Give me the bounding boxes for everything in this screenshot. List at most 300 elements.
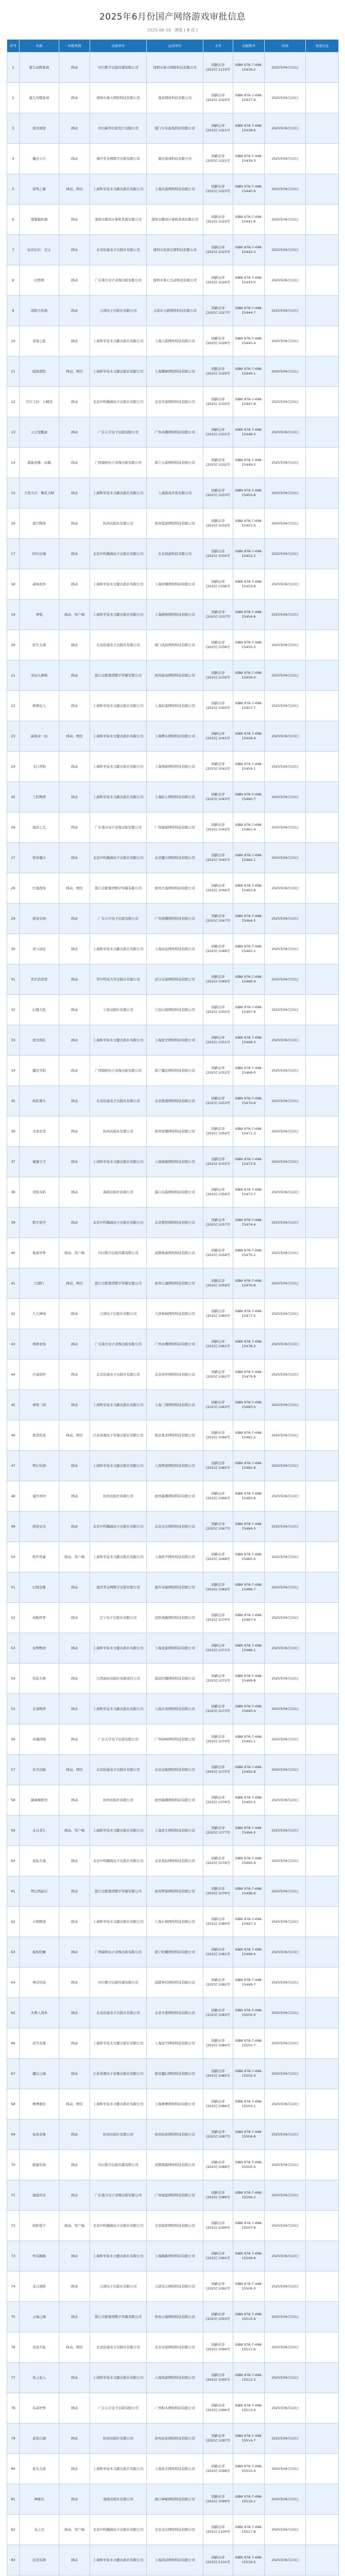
cell-approval: 国新出审 [2025] 1034号	[203, 509, 233, 539]
cell-no: 44	[7, 1360, 20, 1390]
table-row	[7, 721, 339, 752]
cell-no: 20	[7, 630, 20, 660]
cell-no: 31	[7, 964, 20, 995]
cell-approval: 国新出审 [2025] 1027号	[203, 296, 233, 326]
cell-date: 2025年06月23日	[265, 417, 306, 448]
cell-approval: 国新出审 [2025] 1022号	[203, 144, 233, 174]
cell-change	[306, 1177, 339, 1208]
cell-no: 17	[7, 539, 20, 569]
cell-isbn: ISBN 978-7-498-15439-3	[233, 144, 265, 174]
cell-date: 2025年06月23日	[265, 2180, 306, 2211]
cell-isbn: ISBN 978-7-498-15490-4	[233, 1694, 265, 1724]
cell-publisher: 北京中科瀚海电子出版社有限公司	[90, 2211, 147, 2241]
cell-name: 神话传说	[20, 1968, 59, 1998]
cell-no: 22	[7, 691, 20, 721]
table-row	[7, 1968, 339, 1998]
table-row	[7, 1724, 339, 1755]
cell-change	[306, 660, 339, 691]
cell-no: 4	[7, 144, 20, 174]
cell-no: 13	[7, 417, 20, 448]
cell-name: 海盗传奇	[20, 2180, 59, 2211]
cell-change	[306, 2393, 339, 2424]
cell-isbn: ISBN 978-7-498-15491-1	[233, 1724, 265, 1755]
table-row	[7, 1998, 339, 2028]
cell-approval: 国新出审 [2025] 1049号	[203, 964, 233, 995]
cell-no: 18	[7, 569, 20, 600]
table-row	[7, 1025, 339, 1056]
cell-change	[306, 1907, 339, 1937]
cell-operator: 北京星际网络科技有限公司	[147, 1846, 203, 1876]
cell-name: 工匠物语	[20, 782, 59, 812]
cell-operator: 上海翔游网络科技有限公司	[147, 752, 203, 782]
cell-operator: 上海宠游网络科技有限公司	[147, 1633, 203, 1664]
cell-no: 59	[7, 1816, 20, 1846]
table-row	[7, 1907, 339, 1937]
cell-approval: 国新出审 [2025] 1020号	[203, 83, 233, 113]
cell-operator: 深圳市海天网络科技有限公司	[147, 53, 203, 83]
cell-isbn: ISBN 978-7-498-15487-4	[233, 1603, 265, 1633]
cell-isbn: ISBN 978-7-498-15464-5	[233, 904, 265, 934]
cell-operator: 天津神域网络科技有限公司	[147, 1299, 203, 1329]
cell-name: 重生吞噬星球	[20, 83, 59, 113]
cell-operator: 杭州梦游网络科技有限公司	[147, 1876, 203, 1907]
cell-operator	[147, 2575, 203, 2576]
table-row	[7, 1177, 339, 1208]
cell-date: 2025年06月23日	[265, 1177, 306, 1208]
cell-no: 68	[7, 2089, 20, 2120]
cell-operator: 上海星空网络科技有限公司	[147, 1025, 203, 1056]
cell-date: 2025年06月23日	[265, 113, 306, 144]
cell-no: 30	[7, 934, 20, 964]
cell-no: 28	[7, 873, 20, 904]
table-row	[7, 265, 339, 296]
cell-operator: 南昌钓趣网络科技有限公司	[147, 1664, 203, 1694]
cell-category: 移动	[59, 1572, 90, 1603]
cell-no: 50	[7, 1542, 20, 1572]
cell-category: 移动	[59, 1147, 90, 1177]
cell-approval: 国新出审 [2025] 1042号	[203, 752, 233, 782]
cell-isbn: ISBN 978-7-498-15468-3	[233, 1025, 265, 1056]
cell-publisher: 上海科学技术文献出版社有限公司	[90, 2454, 147, 2484]
cell-change	[306, 630, 339, 660]
cell-operator: 上海火游网络科技有限公司	[147, 174, 203, 205]
cell-publisher: 四川数字出版传媒有限公司	[90, 1238, 147, 1268]
cell-date: 2025年06月23日	[265, 2363, 306, 2393]
cell-approval: 国新出审 [2025] 1029号	[203, 357, 233, 387]
cell-category: 移动	[59, 630, 90, 660]
cell-no: 67	[7, 2059, 20, 2089]
cell-name: 幻想大陆	[20, 995, 59, 1025]
cell-operator: 上海星光网络科技有限公司	[147, 2454, 203, 2484]
cell-name: 雷鸣之翼	[20, 174, 59, 205]
cell-operator: 杭州爱游网络科技有限公司	[147, 509, 203, 539]
cell-name: 钓鱼大师	[20, 1664, 59, 1694]
cell-category: 移动、客户端	[59, 2515, 90, 2545]
cell-isbn: ISBN 978-7-498-15515-4	[233, 2454, 265, 2484]
cell-change	[306, 1542, 339, 1572]
cell-approval: 国新出审 [2025] 1036号	[203, 569, 233, 600]
cell-date: 2025年06月23日	[265, 83, 306, 113]
table-row	[7, 83, 339, 113]
cell-change	[306, 296, 339, 326]
cell-category: 移动	[59, 296, 90, 326]
cell-name: 仙侠奇缘	[20, 2120, 59, 2150]
cell-change	[306, 265, 339, 296]
cell-publisher: 广东南方电子音像出版有限公司	[90, 2180, 147, 2211]
cell-no: 56	[7, 1724, 20, 1755]
cell-isbn: ISBN 978-7-498-15470-6	[233, 1086, 265, 1116]
cell-category: 移动、客户端	[59, 1542, 90, 1572]
cell-operator: 上海机甲网络科技有限公司	[147, 1542, 203, 1572]
cell-approval: 国新出审 [2025] 1074号	[203, 1724, 233, 1755]
cell-approval: 国新出审 [2025] 1041号	[203, 721, 233, 752]
cell-name: 暗夜酒馆	[20, 357, 59, 387]
table-row	[7, 326, 339, 357]
cell-isbn: ISBN 978-7-498-15485-0	[233, 1542, 265, 1572]
cell-publisher: 四川新华出版发行有限公司	[90, 113, 147, 144]
cell-no: 60	[7, 1846, 20, 1876]
table-row	[7, 1147, 339, 1177]
table-row	[7, 1633, 339, 1664]
table-body	[7, 53, 339, 2576]
table-row	[7, 2059, 339, 2089]
cell-date: 2025年06月23日	[265, 478, 306, 509]
cell-date: 2025年06月23日	[265, 357, 306, 387]
table-row	[7, 235, 339, 265]
cell-no: 39	[7, 1208, 20, 1238]
cell-name: 消除大作战	[20, 296, 59, 326]
cell-operator: 南京网络科技有限公司	[147, 83, 203, 113]
cell-date: 2025年06月23日	[265, 1907, 306, 1937]
cell-approval: 国新出审 [2025] 1083号	[203, 1998, 233, 2028]
cell-name: 神秘岛	[20, 2484, 59, 2515]
cell-no: 40	[7, 1238, 20, 1268]
cell-change	[306, 478, 339, 509]
cell-change	[306, 2241, 339, 2272]
table-row	[7, 2089, 339, 2120]
cell-publisher: 上海科学技术文献出版社有限公司	[90, 782, 147, 812]
cell-isbn: ISBN 978-7-498-15444-7	[233, 296, 265, 326]
cell-operator: 天津宝石网络科技有限公司	[147, 2272, 203, 2302]
cell-name: 水果忍者	[20, 1116, 59, 1147]
cell-category: 移动	[59, 2059, 90, 2089]
table-row	[7, 417, 339, 448]
cell-publisher: 上海科学技术文献出版社有限公司	[90, 569, 147, 600]
cell-no: 79	[7, 2424, 20, 2454]
cell-approval: 国新出审 [2025] 1079号	[203, 1876, 233, 1907]
table-row	[7, 539, 339, 569]
cell-no: 42	[7, 1299, 20, 1329]
table-row	[7, 2272, 339, 2302]
cell-no: 73	[7, 2241, 20, 2272]
cell-category: 移动	[59, 782, 90, 812]
cell-name: 迷宫物语	[20, 509, 59, 539]
cell-approval: 国新出审 [2025] 1056号	[203, 1177, 233, 1208]
cell-publisher: 华中科技大学出版社有限公司	[90, 964, 147, 995]
cell-approval: 国新出审 [2025] 1096号	[203, 2393, 233, 2424]
cell-date: 2025年06月23日	[265, 782, 306, 812]
cell-change	[306, 2272, 339, 2302]
cell-name: 风之旅人	[20, 2363, 59, 2393]
cell-date: 2025年06月23日	[265, 1846, 306, 1876]
cell-operator: 沈阳战舰网络科技有限公司	[147, 1603, 203, 1633]
cell-date: 2025年06月23日	[265, 1268, 306, 1299]
cell-approval: 国新出审 [2025] 1058号	[203, 1238, 233, 1268]
cell-date: 2025年06月23日	[265, 1208, 306, 1238]
cell-operator: 上海研磨网络科技有限公司	[147, 600, 203, 630]
cell-name: 乐高世界	[20, 2393, 59, 2424]
cell-name: 梦幻西游记	[20, 1876, 59, 1907]
cell-approval: 国新出审 [2025] 1060号	[203, 1299, 233, 1329]
cell-no: 26	[7, 812, 20, 843]
cell-publisher: 杭州出版社有限公司	[90, 1116, 147, 1147]
cell-category: 移动	[59, 1086, 90, 1116]
cell-no: 74	[7, 2272, 20, 2302]
cell-name: 疯狂赛车	[20, 1086, 59, 1116]
cell-category: 移动	[59, 569, 90, 600]
cell-operator: 南宁陀螺网络科技有限公司	[147, 1937, 203, 1968]
table-row	[7, 2332, 339, 2363]
cell-name: 萌宠宝贝	[20, 1512, 59, 1542]
cell-name: 梦幻乐园	[20, 1451, 59, 1481]
cell-date: 2025年06月23日	[265, 1603, 306, 1633]
cell-change	[306, 964, 339, 995]
cell-isbn: ISBN 978-7-498-15511-6	[233, 2332, 265, 2363]
table-row	[7, 174, 339, 205]
cell-operator: 成都熊猫网络科技有限公司	[147, 2150, 203, 2180]
cell-name: 九天神域	[20, 1299, 59, 1329]
cell-change	[306, 1998, 339, 2028]
cell-approval: 国新出审 [2025] 1063号	[203, 1390, 233, 1420]
cell-operator: 杭州武侠网络科技有限公司	[147, 2424, 203, 2454]
cell-approval: 国新出审 [2025] 1088号	[203, 2150, 233, 2180]
cell-category: 移动	[59, 387, 90, 417]
table-row	[7, 1755, 339, 1785]
cell-no: 66	[7, 2028, 20, 2059]
cell-date: 2025年06月23日	[265, 1512, 306, 1542]
cell-change	[306, 83, 339, 113]
cell-publisher: 上海科学技术文献出版社有限公司	[90, 600, 147, 630]
cell-approval: 国新出审 [2025] 1068号	[203, 1542, 233, 1572]
cell-date: 2025年06月23日	[265, 843, 306, 873]
cell-publisher: 杭州出版社有限公司	[90, 1785, 147, 1816]
cell-operator: 上海冰雪网络科技有限公司	[147, 2028, 203, 2059]
cell-operator: 深圳市佳创互娱科技有限公司	[147, 235, 203, 265]
cell-approval: 国新出审 [2025] 1039号	[203, 660, 233, 691]
cell-date: 2025年06月23日	[265, 235, 306, 265]
cell-date: 2025年06月23日	[265, 2211, 306, 2241]
cell-date: 2025年06月23日	[265, 326, 306, 357]
cell-publisher: 上海科学技术文献出版社有限公司	[90, 1694, 147, 1724]
cell-approval: 国新出审 [2025] 1038号	[203, 630, 233, 660]
cell-no: 65	[7, 1998, 20, 2028]
table-row	[7, 1420, 339, 1451]
cell-date: 2025年06月23日	[265, 600, 306, 630]
cell-change	[306, 1694, 339, 1724]
cell-date: 2025年06月23日	[265, 721, 306, 752]
cell-category: 移动	[59, 1360, 90, 1390]
cell-approval: 国新出审 [2025] 1092号	[203, 2272, 233, 2302]
cell-category: 移动、网页	[59, 721, 90, 752]
cell-publisher: 上海科学技术文献出版社有限公司	[90, 2241, 147, 2272]
cell-name: 数字迷宫	[20, 1208, 59, 1238]
cell-no: 72	[7, 2211, 20, 2241]
cell-isbn: ISBN 978-7-498-15512-3	[233, 2363, 265, 2393]
cell-name: 重生动物星球	[20, 53, 59, 83]
cell-name: 狂牛大战	[20, 630, 59, 660]
cell-publisher: 天津电子出版社有限公司	[90, 2272, 147, 2302]
cell-isbn: ISBN 978-7-498-15471-3	[233, 1116, 265, 1147]
cell-change	[306, 1785, 339, 1816]
cell-category: 移动	[59, 1299, 90, 1329]
article-meta	[0, 27, 345, 33]
table-row	[7, 904, 339, 934]
cell-date: 2025年06月23日	[265, 1329, 306, 1360]
cell-no: 58	[7, 1785, 20, 1816]
cell-approval: 国新出审 [2025] 1055号	[203, 1147, 233, 1177]
table-header-row	[7, 40, 339, 53]
cell-approval: 国新出审 [2025] 1037号	[203, 600, 233, 630]
cell-name: 萌宠乐园	[20, 904, 59, 934]
cell-date: 2025年06月23日	[265, 2454, 306, 2484]
cell-publisher: 杭州出版社有限公司	[90, 2120, 147, 2150]
cell-category: 移动、客户端	[59, 1816, 90, 1846]
cell-name: 超能英雄：玩偶	[20, 448, 59, 478]
cell-no: 83	[7, 2545, 20, 2575]
cell-operator: 杭州江湖网络科技有限公司	[147, 1268, 203, 1299]
cell-name	[20, 2575, 59, 2576]
cell-publisher: 北京中科瀚海电子出版社有限公司	[90, 1512, 147, 1542]
cell-approval: 国新出审 [2025] 1030号	[203, 387, 233, 417]
cell-date: 2025年06月23日	[265, 964, 306, 995]
cell-change	[306, 1208, 339, 1238]
table-row	[7, 600, 339, 630]
cell-category: 移动	[59, 509, 90, 539]
cell-change	[306, 539, 339, 569]
cell-approval: 国新出审 [2025] 1081号	[203, 1937, 233, 1968]
cell-date: 2025年06月23日	[265, 2332, 306, 2363]
cell-name: 魔法小兵	[20, 144, 59, 174]
cell-approval: 国新出审 [2025] 1033号	[203, 478, 233, 509]
cell-operator: 广州海盗网络科技有限公司	[147, 2180, 203, 2211]
table-row	[7, 1603, 339, 1633]
table-row	[7, 934, 339, 964]
cell-approval: 国新出审 [2025] 1094号	[203, 2332, 233, 2363]
cell-operator: 杭州云端网络科技有限公司	[147, 2302, 203, 2332]
cell-category: 移动	[59, 812, 90, 843]
table-row	[7, 1876, 339, 1907]
cell-approval: 国新出审 [2025] 1065号	[203, 1451, 233, 1481]
cell-no: 32	[7, 995, 20, 1025]
cell-date: 2025年06月23日	[265, 144, 306, 174]
cell-change	[306, 1512, 339, 1542]
cell-date: 2025年06月23日	[265, 1116, 306, 1147]
cell-date: 2025年06月23日	[265, 1785, 306, 1816]
cell-operator: 北京宝贝网络科技有限公司	[147, 1512, 203, 1542]
table-row	[7, 1360, 339, 1390]
cell-name: 机甲风暴	[20, 1542, 59, 1572]
cell-change	[306, 782, 339, 812]
column-header-approval: 文号	[203, 40, 233, 53]
cell-change	[306, 1816, 339, 1846]
table-row	[7, 387, 339, 417]
cell-no: 41	[7, 1268, 20, 1299]
cell-isbn: ISBN 978-7-498-15497-3	[233, 1907, 265, 1937]
cell-no: 38	[7, 1177, 20, 1208]
cell-approval: 国新出审 [2025] 1069号	[203, 1572, 233, 1603]
cell-name: 快乐跳跳	[20, 2241, 59, 2272]
cell-date: 2025年06月23日	[265, 2545, 306, 2575]
cell-publisher: 重庆华龙网数字出版有限公司	[90, 1572, 147, 1603]
cell-operator: 广州农趣网络科技有限公司	[147, 1329, 203, 1360]
cell-name: 云端之城	[20, 2302, 59, 2332]
cell-no: 80	[7, 2454, 20, 2484]
cell-publisher: 上海科学技术文献出版社有限公司	[90, 357, 147, 387]
cell-date: 2025年06月23日	[265, 2028, 306, 2059]
cell-operator: 南京魔幻网络科技有限公司	[147, 2059, 203, 2089]
cell-no: 6	[7, 205, 20, 235]
cell-isbn: ISBN 978-7-498-15461-4	[233, 812, 265, 843]
cell-publisher: 上海科学技术文献出版社有限公司	[90, 1390, 147, 1420]
table-row	[7, 2545, 339, 2575]
cell-name: 星际大战	[20, 1846, 59, 1876]
cell-date: 2025年06月23日	[265, 2515, 306, 2545]
table-row	[7, 1937, 339, 1968]
cell-isbn: ISBN 978-7-498-15476-8	[233, 1268, 265, 1299]
cell-isbn: ISBN 978-7-498-15446-1	[233, 357, 265, 387]
cell-publisher: 杭州出版社有限公司	[90, 1481, 147, 1512]
cell-change	[306, 1755, 339, 1785]
table-row	[7, 357, 339, 387]
cell-approval: 国新出审 [2025] 1101号	[203, 2545, 233, 2575]
table-row	[7, 2484, 339, 2515]
cell-operator: 上海跳跳网络科技有限公司	[147, 2241, 203, 2272]
cell-operator: 广州积木网络科技有限公司	[147, 2393, 203, 2424]
cell-operator: 广州奇趣网络科技有限公司	[147, 417, 203, 448]
cell-operator: 北京开游网络科技有限公司	[147, 387, 203, 417]
cell-category: 移动	[59, 660, 90, 691]
cell-change	[306, 2515, 339, 2545]
cell-date: 2025年06月23日	[265, 1238, 306, 1268]
table-row	[7, 2575, 339, 2576]
cell-no: 3	[7, 113, 20, 144]
cell-operator: 杭州蛋趣网络科技有限公司	[147, 1481, 203, 1512]
cell-no: 78	[7, 2393, 20, 2424]
table-row	[7, 1116, 339, 1147]
cell-isbn: ISBN 978-7-498-15483-6	[233, 1481, 265, 1512]
cell-name: 龙之谷	[20, 2515, 59, 2545]
cell-operator: 上海三国网络科技有限公司	[147, 1390, 203, 1420]
cell-date: 2025年06月23日	[265, 509, 306, 539]
cell-no: 34	[7, 1056, 20, 1086]
cell-publisher: 上海科学技术文献出版社有限公司	[90, 1633, 147, 1664]
cell-no: 47	[7, 1451, 20, 1481]
cell-isbn: ISBN 978-7-498-15466-9	[233, 964, 265, 995]
cell-approval: 国新出审 [2025] 1057号	[203, 1208, 233, 1238]
cell-isbn: ISBN 978-7-498-15453-9	[233, 569, 265, 600]
cell-no: 35	[7, 1086, 20, 1116]
cell-publisher: 天津电子出版社有限公司	[90, 1299, 147, 1329]
cell-change	[306, 2302, 339, 2332]
cell-date: 2025年06月23日	[265, 660, 306, 691]
cell-name: 勇者传说	[20, 1420, 59, 1451]
cell-publisher: 江西高校出版社有限责任公司	[90, 1664, 147, 1694]
cell-operator: 上海彩游网络科技有限公司	[147, 691, 203, 721]
cell-approval: 国新出审 [2025] 1089号	[203, 2180, 233, 2211]
cell-category: 移动	[59, 2545, 90, 2575]
cell-operator: 上海远征网络科技有限公司	[147, 934, 203, 964]
cell-date: 2025年06月23日	[265, 1147, 306, 1177]
